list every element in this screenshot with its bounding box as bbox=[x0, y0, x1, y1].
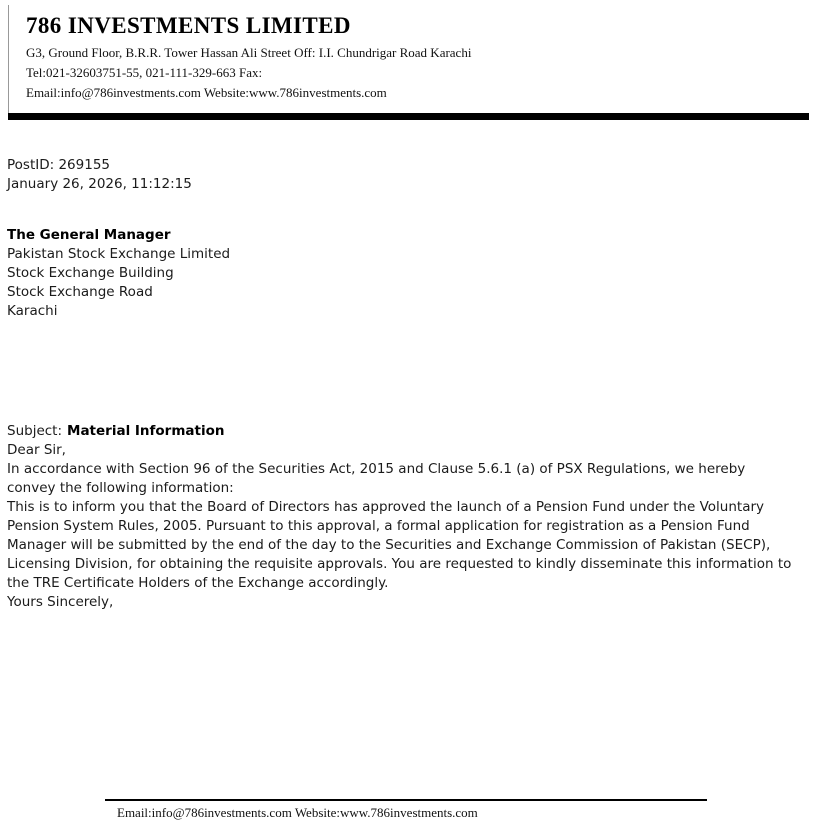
company-name: 786 INVESTMENTS LIMITED bbox=[26, 13, 351, 38]
paragraph-2: This is to inform you that the Board of Directors has approved the launch of a Pension Fund under the Voluntary Pension System Rules, 2005. Pursuant to this approval, a formal application for registration as a Pension Fund Manager will be submitted by the end of the day to the Securities and Exchange Commission of Pakistan (SECP), Licensing Division, for obtaining the requisite approvals. You are requested to kindly disseminate this information to the TRE Certificate Holders of the Exchange accordingly. bbox=[7, 499, 792, 591]
recipient-line: Stock Exchange Road bbox=[7, 284, 153, 300]
post-datetime: January 26, 2026, 11:12:15 bbox=[7, 176, 192, 192]
letterhead bbox=[8, 5, 809, 113]
subject-label: Subject: bbox=[7, 423, 63, 439]
letter-body bbox=[0, 120, 817, 612]
recipient-line: Stock Exchange Building bbox=[7, 265, 174, 281]
footer-contact: Email:info@786investments.com Website:www.786investments.com bbox=[117, 805, 478, 820]
post-id: PostID: 269155 bbox=[7, 157, 110, 173]
salutation: Dear Sir, bbox=[7, 442, 66, 458]
subject-value: Material Information bbox=[67, 423, 225, 439]
recipient-block bbox=[7, 226, 817, 321]
closing: Yours Sincerely, bbox=[7, 594, 114, 610]
company-email-website: Email:info@786investments.com Website:www.786investments.com bbox=[26, 85, 387, 100]
recipient-line: Pakistan Stock Exchange Limited bbox=[7, 246, 231, 262]
letterhead-divider bbox=[8, 113, 809, 120]
subject-line bbox=[7, 422, 817, 441]
recipient-line: Karachi bbox=[7, 303, 58, 319]
paragraph-1: In accordance with Section 96 of the Securities Act, 2015 and Clause 5.6.1 (a) of PSX Regulations, we hereby convey the following information: bbox=[7, 461, 746, 496]
page-footer bbox=[105, 799, 707, 821]
recipient-title: The General Manager bbox=[7, 227, 171, 243]
company-phone-fax: Tel:021-32603751-55, 021-111-329-663 Fax: bbox=[26, 65, 263, 80]
company-address: G3, Ground Floor, B.R.R. Tower Hassan Ali Street Off: I.I. Chundrigar Road Karachi bbox=[26, 45, 472, 60]
